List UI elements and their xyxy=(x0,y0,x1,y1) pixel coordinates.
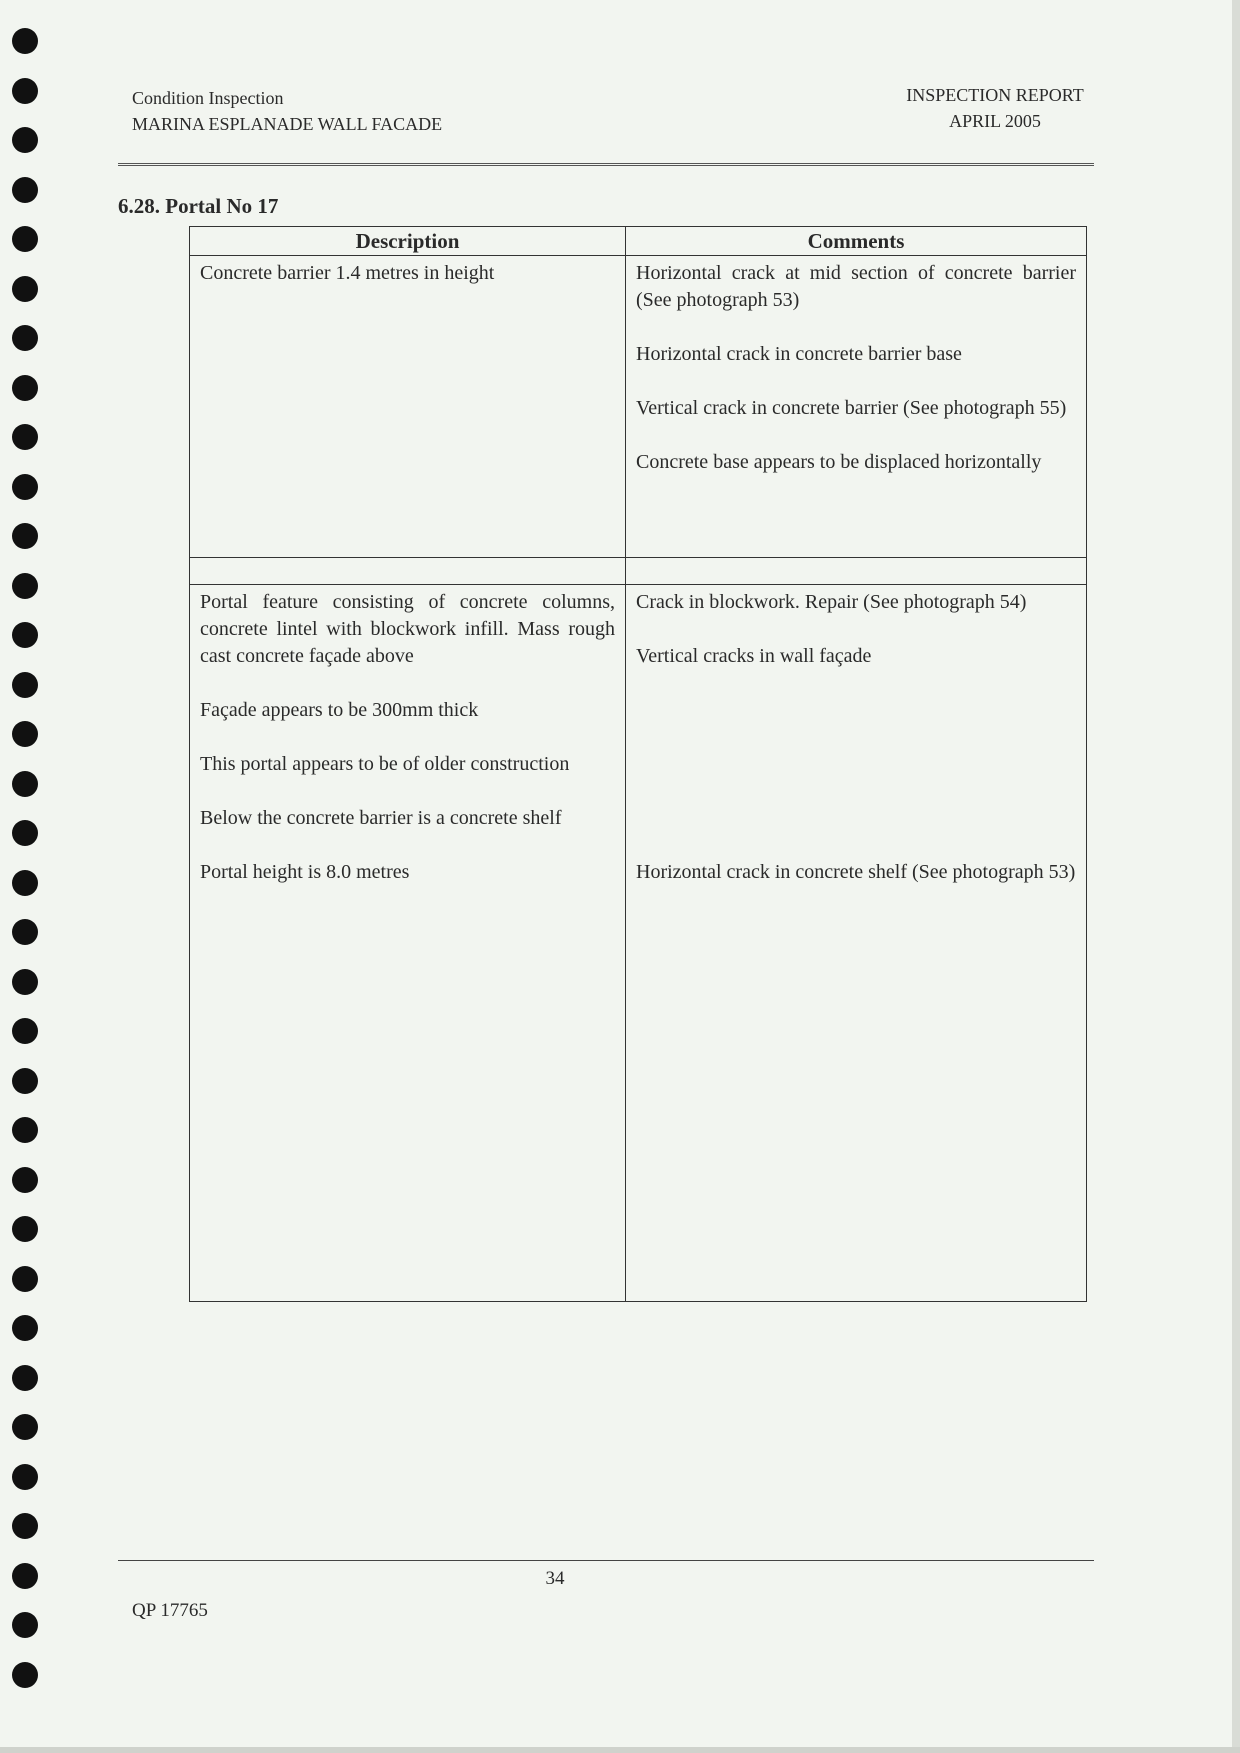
binder-hole xyxy=(12,1612,38,1638)
header-subject: Condition Inspection xyxy=(132,88,284,108)
cell-paragraph: Vertical crack in concrete barrier (See photograph 55) xyxy=(636,397,1067,419)
binder-hole xyxy=(12,276,38,302)
cell-paragraph: Vertical cracks in wall façade xyxy=(636,645,872,667)
document-code: QP 17765 xyxy=(132,1600,208,1621)
header-divider xyxy=(118,163,1094,166)
binder-hole xyxy=(12,771,38,797)
binder-hole xyxy=(12,523,38,549)
header-left xyxy=(132,85,442,137)
binder-hole xyxy=(12,1513,38,1539)
description-cell xyxy=(190,585,626,1302)
binder-hole xyxy=(12,78,38,104)
table-header-row xyxy=(190,227,1087,256)
binder-hole xyxy=(12,28,38,54)
table-row xyxy=(190,256,1087,558)
binder-hole xyxy=(12,177,38,203)
binder-hole xyxy=(12,226,38,252)
binder-hole xyxy=(12,672,38,698)
binder-hole xyxy=(12,622,38,648)
binder-hole xyxy=(12,1563,38,1589)
binder-hole xyxy=(12,919,38,945)
table-row xyxy=(190,585,1087,1302)
binder-hole xyxy=(12,870,38,896)
spacer-cell xyxy=(626,558,1087,585)
comments-cell xyxy=(626,585,1087,1302)
cell-gap xyxy=(636,697,1076,859)
page-number: 34 xyxy=(545,1568,565,1589)
binder-hole xyxy=(12,1018,38,1044)
header-report-type: INSPECTION REPORT xyxy=(906,85,1084,105)
binder-hole xyxy=(12,325,38,351)
binder-hole xyxy=(12,969,38,995)
comments-cell xyxy=(626,256,1087,558)
cell-paragraph: Portal height is 8.0 metres xyxy=(200,861,410,883)
page-edge-shadow-bottom xyxy=(0,1747,1240,1753)
cell-paragraph: Below the concrete barrier is a concrete shelf xyxy=(200,807,562,829)
cell-paragraph: Concrete barrier 1.4 metres in height xyxy=(200,262,495,284)
binder-hole xyxy=(12,424,38,450)
cell-paragraph: Horizontal crack in concrete barrier base xyxy=(636,343,962,365)
binder-hole xyxy=(12,573,38,599)
binder-hole xyxy=(12,1266,38,1292)
binder-hole xyxy=(12,1068,38,1094)
binder-hole xyxy=(12,1315,38,1341)
binder-hole xyxy=(12,1414,38,1440)
section-title: 6.28. Portal No 17 xyxy=(118,194,279,218)
cell-paragraph: Façade appears to be 300mm thick xyxy=(200,699,479,721)
binder-hole xyxy=(12,375,38,401)
cell-paragraph: This portal appears to be of older construction xyxy=(200,753,570,775)
table-spacer-row xyxy=(190,558,1087,585)
page-edge-shadow xyxy=(1232,0,1240,1753)
binder-hole xyxy=(12,820,38,846)
binder-holes xyxy=(12,28,42,1711)
binder-hole xyxy=(12,1662,38,1688)
cell-paragraph: Horizontal crack in concrete shelf (See photograph 53) xyxy=(636,861,1076,883)
header-right xyxy=(860,82,1130,134)
inspection-table xyxy=(189,226,1087,1302)
spacer-cell xyxy=(190,558,626,585)
binder-hole xyxy=(12,721,38,747)
binder-hole xyxy=(12,1167,38,1193)
description-cell xyxy=(190,256,626,558)
cell-paragraph: Horizontal crack at mid section of concrete barrier (See photograph 53) xyxy=(636,262,1076,311)
header-project: MARINA ESPLANADE WALL FACADE xyxy=(132,114,443,134)
binder-hole xyxy=(12,474,38,500)
cell-paragraph: Concrete base appears to be displaced horizontally xyxy=(636,451,1042,473)
column-header-comments: Comments xyxy=(626,227,1087,256)
binder-hole xyxy=(12,1464,38,1490)
cell-paragraph: Portal feature consisting of concrete columns, concrete lintel with blockwork infill. Mass rough cast concrete façade above xyxy=(200,591,615,667)
binder-hole xyxy=(12,1365,38,1391)
footer-divider xyxy=(118,1560,1094,1561)
binder-hole xyxy=(12,1216,38,1242)
binder-hole xyxy=(12,1117,38,1143)
binder-hole xyxy=(12,127,38,153)
header-date: APRIL 2005 xyxy=(949,111,1041,131)
column-header-description: Description xyxy=(190,227,626,256)
cell-paragraph: Crack in blockwork. Repair (See photograph 54) xyxy=(636,591,1027,613)
